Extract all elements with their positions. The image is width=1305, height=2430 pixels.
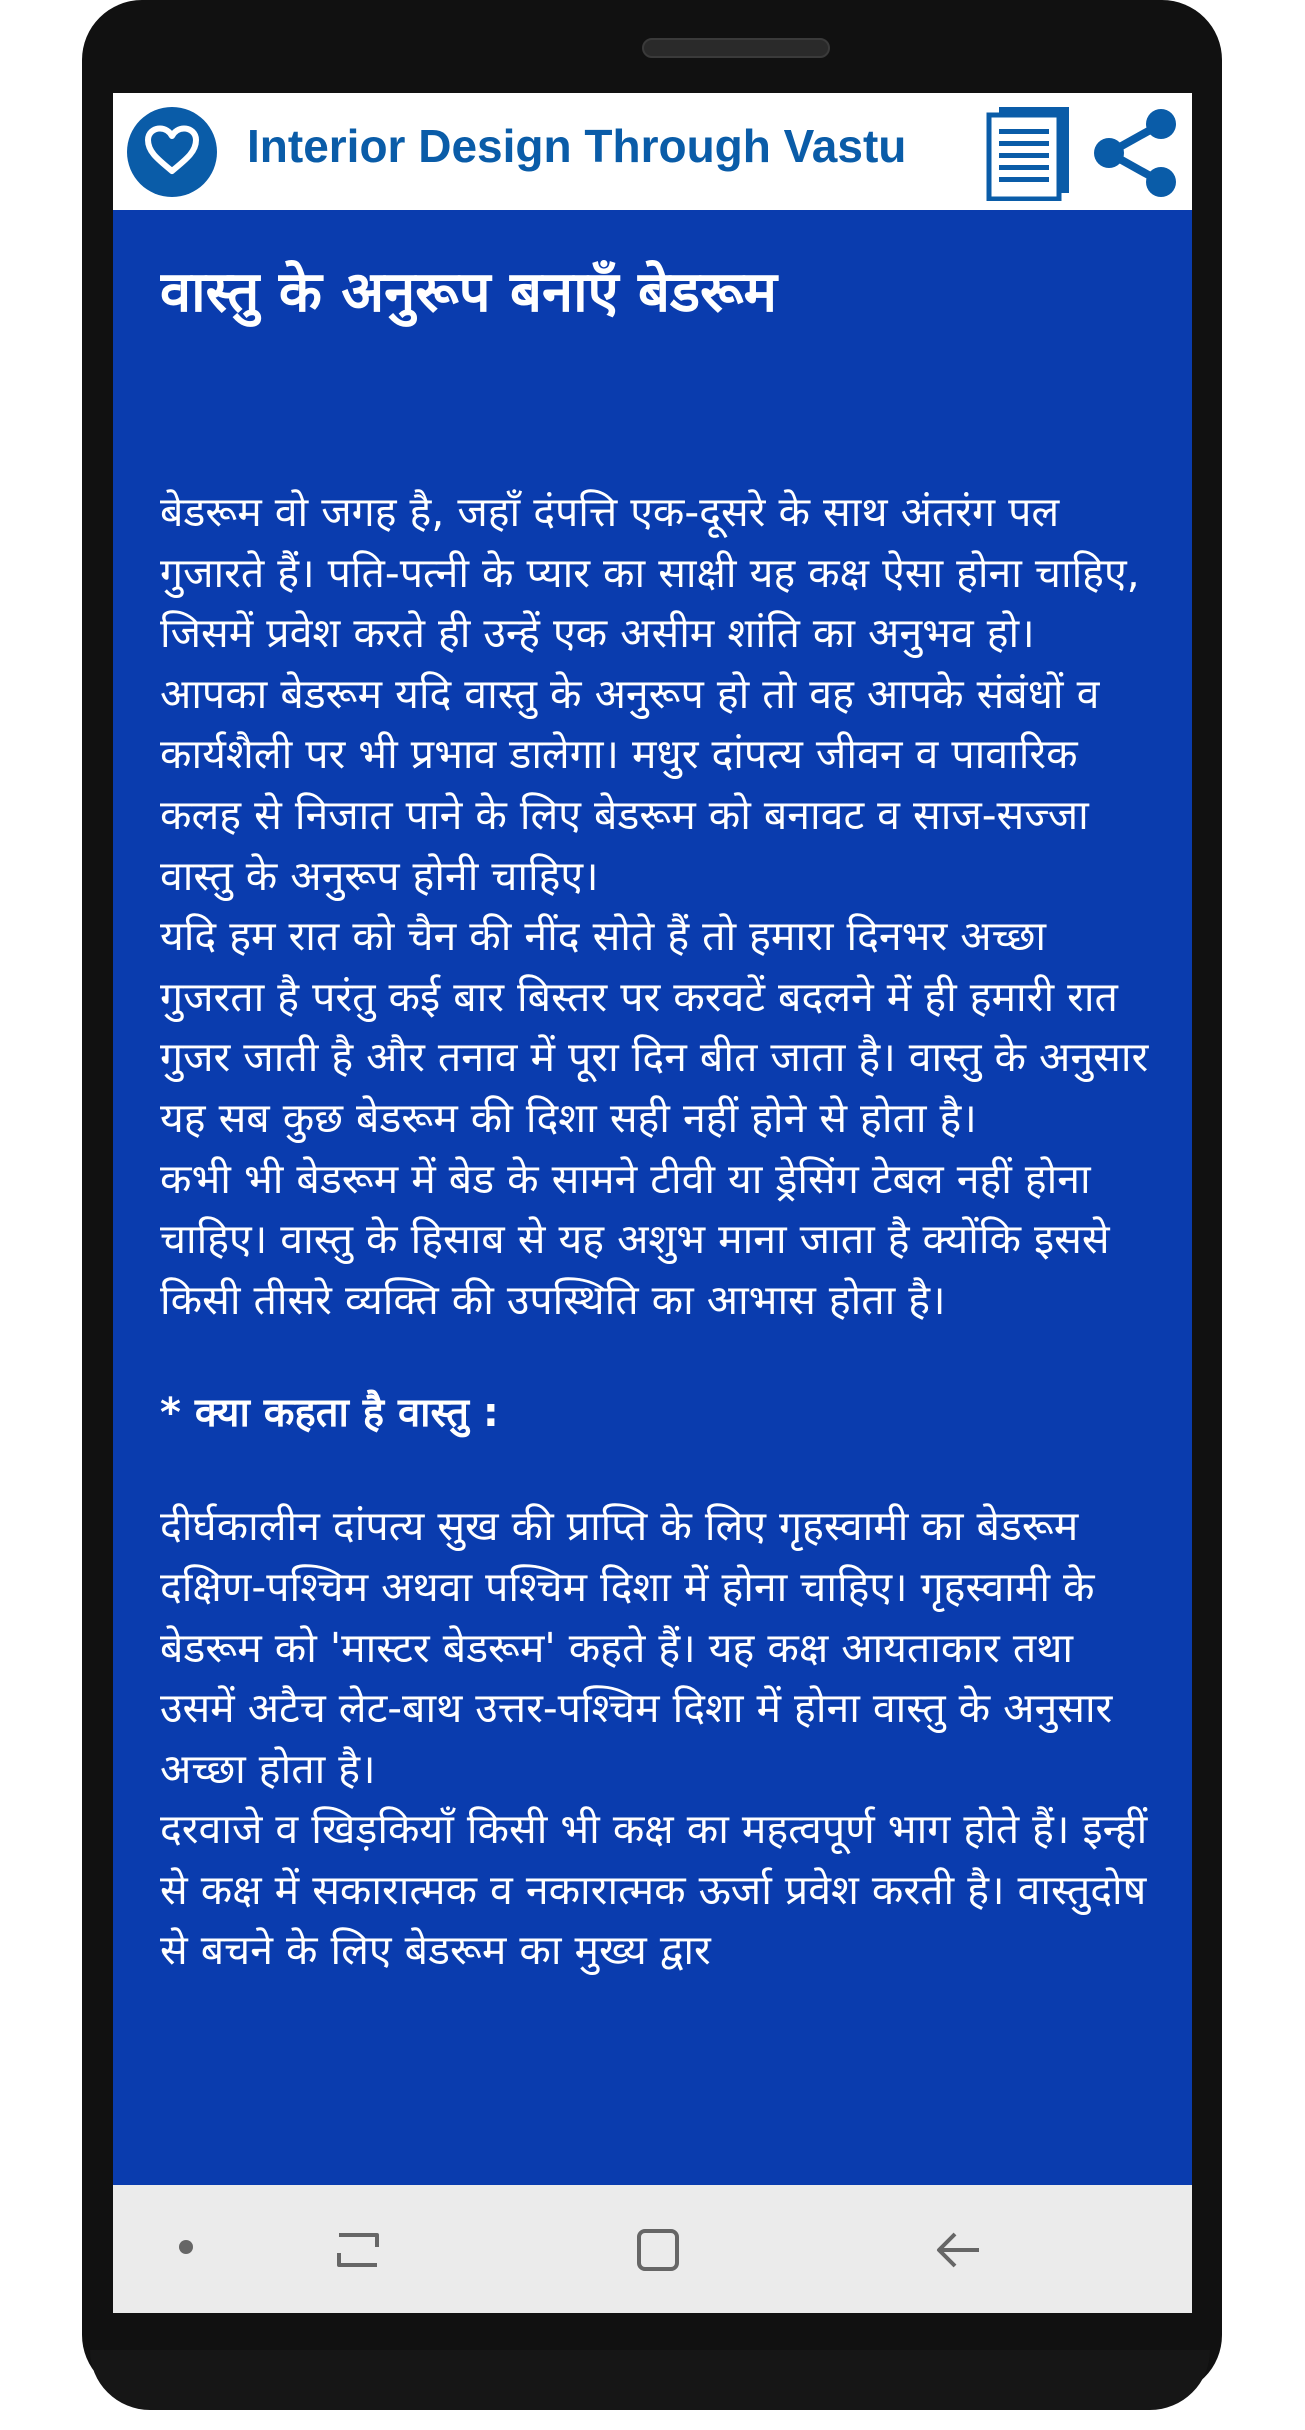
heart-icon	[144, 125, 200, 179]
back-icon	[933, 2260, 983, 2279]
article-title: वास्तु के अनुरूप बनाएँ बेडरूम	[160, 260, 777, 325]
paragraph: बेडरूम वो जगह है, जहाँ दंपत्ति एक-दूसरे के साथ अंतरंग पल गुजारते हैं। पति-पत्नी के प्यार का साक्षी यह कक्ष ऐसा होना चाहिए, जिसमें प्रवेश करते ही उन्हें एक असीम शांति का अनुभव हो।	[160, 488, 1140, 658]
phone-bottom	[90, 2350, 1210, 2410]
screen	[113, 93, 1192, 2313]
dot-icon[interactable]	[179, 2240, 193, 2254]
section-heading: * क्या कहता है वास्तु :	[160, 1390, 499, 1437]
spacer	[160, 1330, 1160, 1383]
recent-apps-icon	[333, 2260, 383, 2279]
system-nav-bar	[113, 2185, 1192, 2313]
favorite-button[interactable]	[127, 107, 217, 197]
document-icon	[985, 186, 1075, 205]
share-icon	[1089, 184, 1181, 203]
paragraph: कभी भी बेडरूम में बेड के सामने टीवी या ड्रेसिंग टेबल नहीं होना चाहिए। वास्तु के हिसाब से यह अशुभ माना जाता है क्योंकि इससे किसी तीसरे व्यक्ति की उपस्थिति का आभास होता है।	[160, 1154, 1110, 1324]
home-icon	[633, 2260, 683, 2279]
paragraph: दीर्घकालीन दांपत्य सुख की प्राप्ति के लिए गृहस्वामी का बेडरूम दक्षिण-पश्चिम अथवा पश्चिम दिशा में होना चाहिए। गृहस्वामी के बेडरूम को 'मास्टर बेडरूम' कहते हैं। यह कक्ष आयताकार तथा उसमें अटैच लेट-बाथ उत्तर-पश्चिम दिशा में होना वास्तु के अनुसार अच्छा होता है।	[160, 1502, 1113, 1793]
speaker-grille	[642, 38, 830, 58]
paragraph: आपका बेडरूम यदि वास्तु के अनुरूप हो तो वह आपके संबंधों व कार्यशैली पर भी प्रभाव डालेगा। मधुर दांपत्य जीवन व पावारिक कलह से निजात पाने के लिए बेडरूम को बनावट व साज-सज्जा वास्तु के अनुरूप होनी चाहिए।	[160, 669, 1100, 900]
paragraph: दरवाजे व खिड़कियाँ किसी भी कक्ष का महत्वपूर्ण भाग होते हैं। इन्हीं से कक्ष में सकारात्मक व नकारात्मक ऊर्जा प्रवेश करती है। वास्तुदोष से बचने के लिए बेडरूम का मुख्य द्वार	[160, 1805, 1148, 1975]
document-button[interactable]	[985, 103, 1075, 201]
app-bar	[113, 93, 1192, 210]
app-title: Interior Design Through Vastu	[247, 120, 907, 172]
spacer	[160, 1443, 1160, 1496]
paragraph: यदि हम रात को चैन की नींद सोते हैं तो हमारा दिनभर अच्छा गुजरता है परंतु कई बार बिस्तर पर करवटें बदलने में ही हमारी रात गुजर जाती है और तनाव में पूरा दिन बीत जाता है। वास्तु के अनुसार यह सब कुछ बेडरूम की दिशा सही नहीं होने से होता है।	[160, 912, 1149, 1142]
article-body	[160, 482, 1160, 1981]
back-button[interactable]	[933, 2225, 983, 2275]
recent-apps-button[interactable]	[333, 2225, 383, 2275]
home-button[interactable]	[633, 2225, 683, 2275]
article-content[interactable]	[160, 210, 1160, 2165]
share-button[interactable]	[1089, 107, 1181, 199]
